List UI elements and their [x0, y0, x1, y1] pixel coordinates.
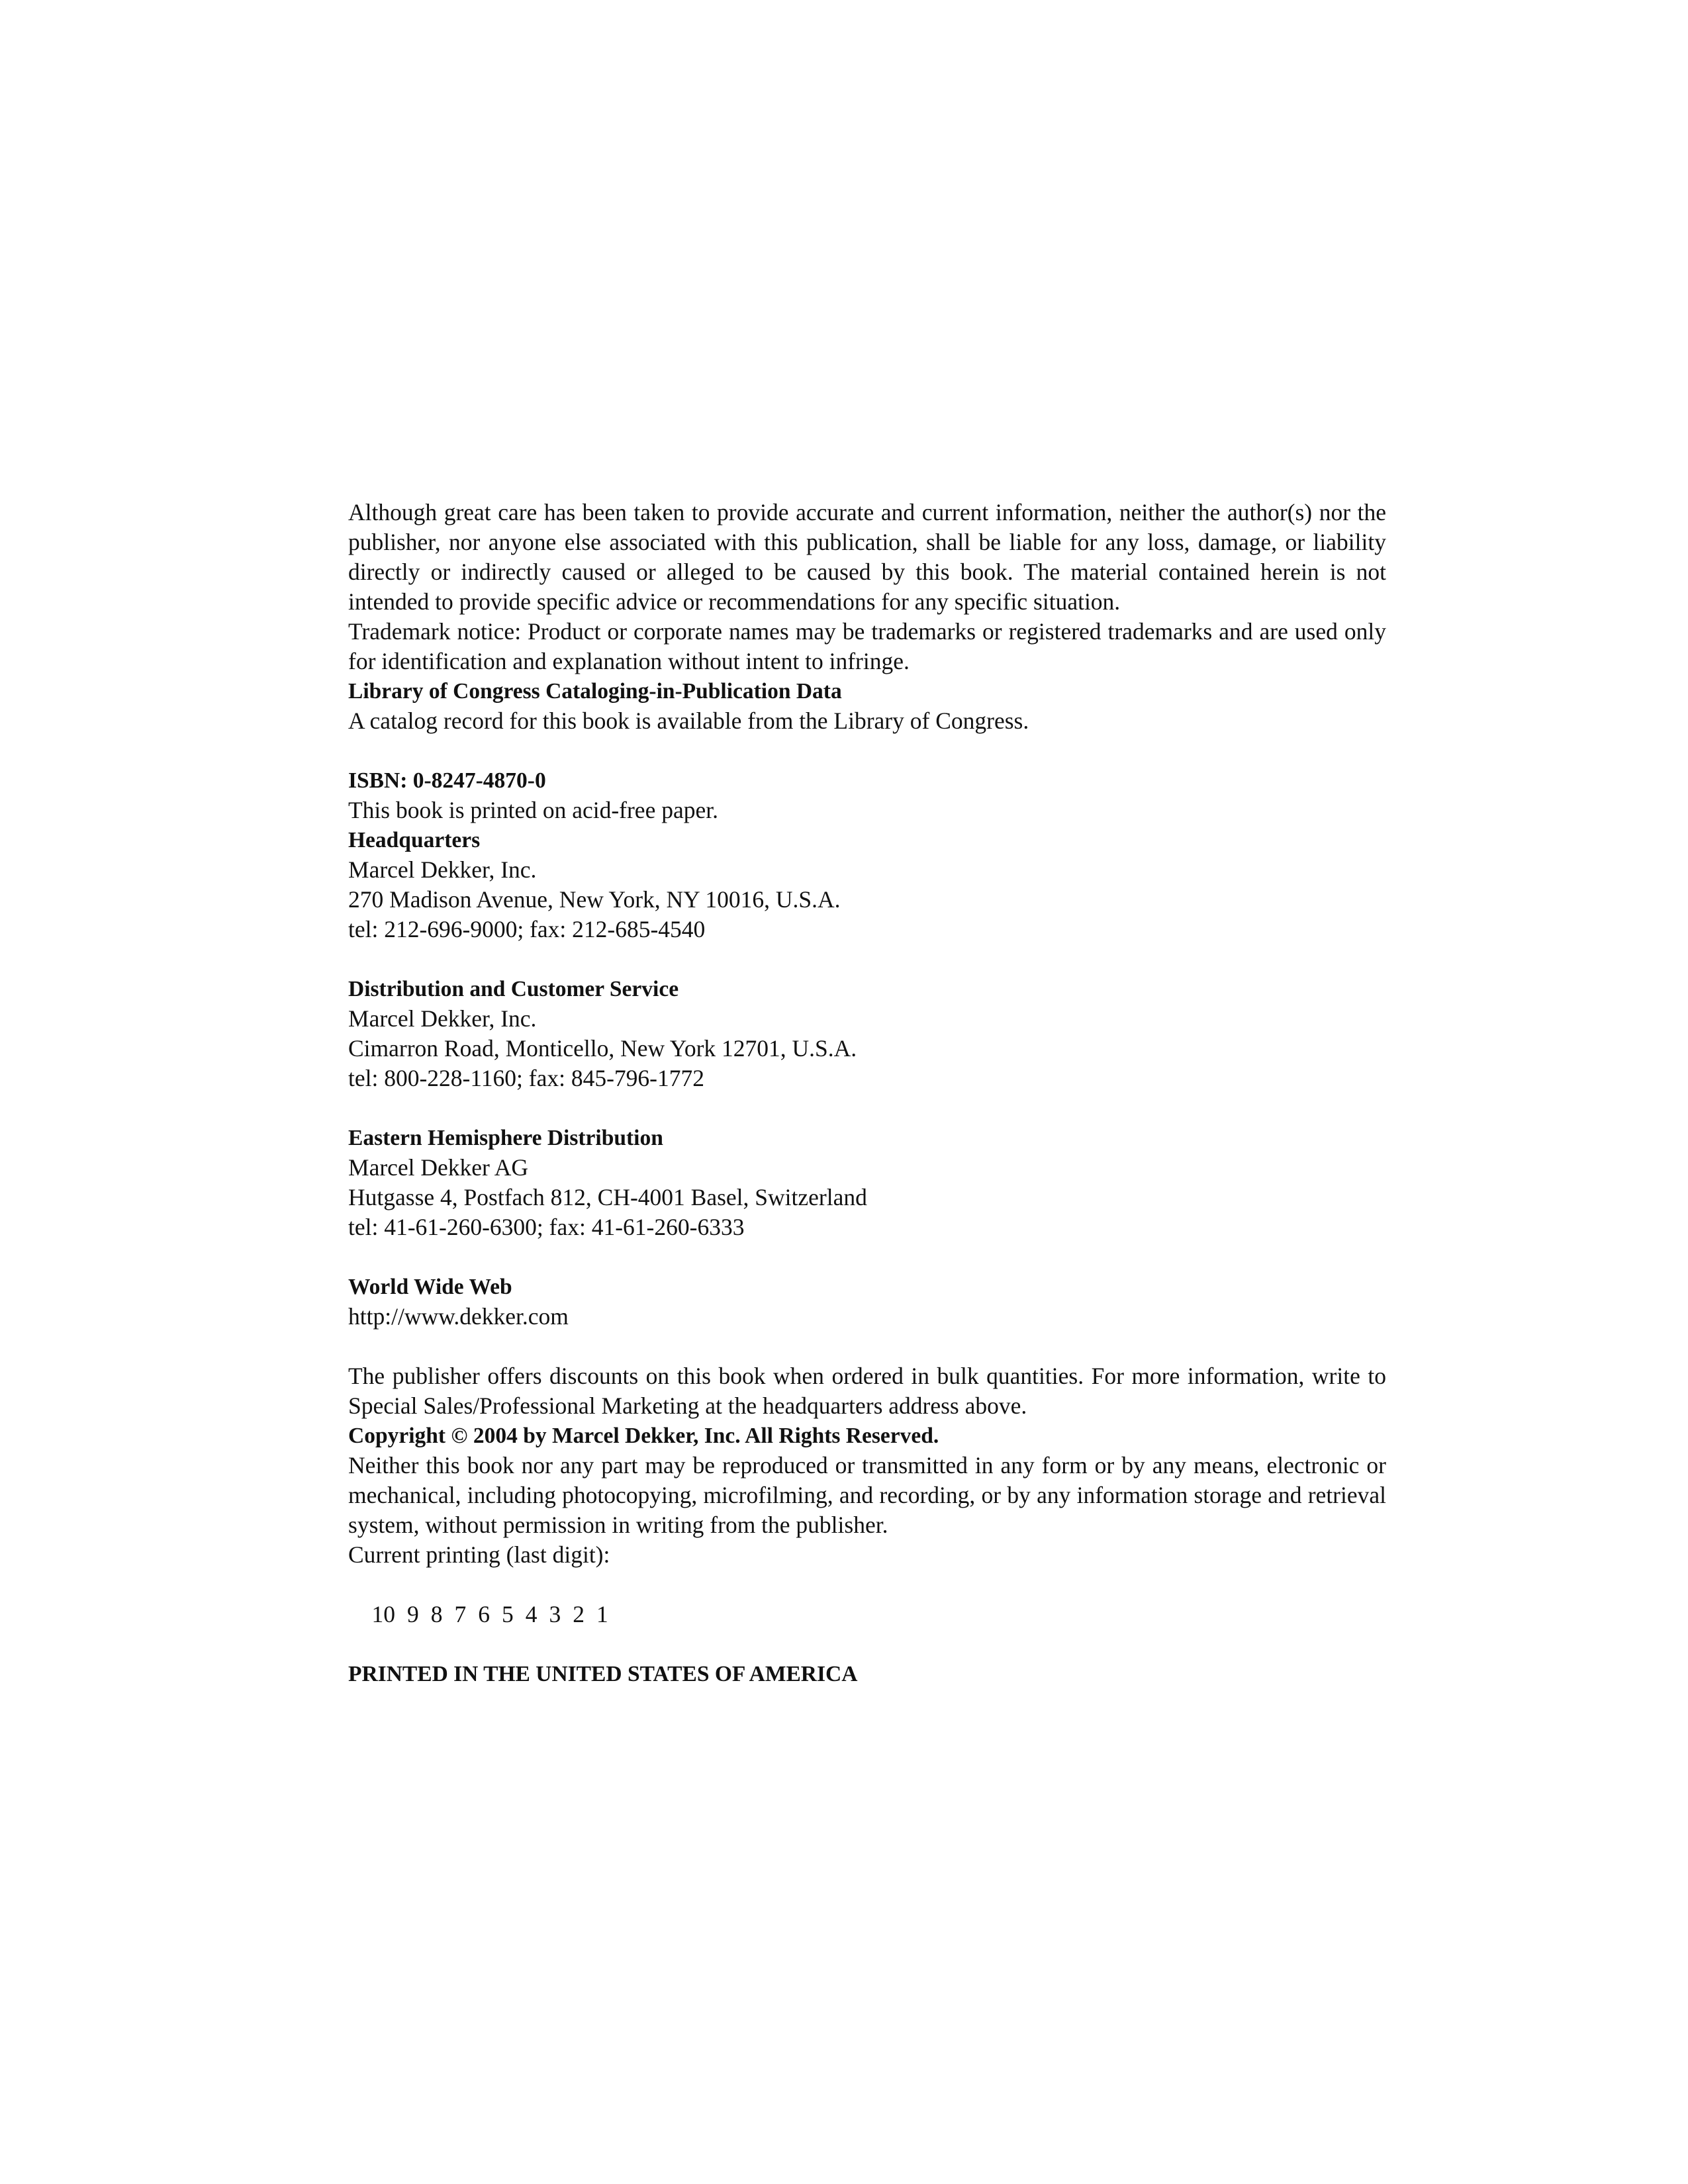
distribution-address: Cimarron Road, Monticello, New York 12701, U.S.A. [348, 1035, 857, 1062]
printing-digits [348, 1570, 1386, 1659]
web-section [348, 1272, 1386, 1332]
printing-label: Current printing (last digit): [348, 1541, 610, 1568]
printing-digit: 7 [454, 1601, 467, 1627]
web-heading: World Wide Web [348, 1275, 512, 1299]
printed-in: PRINTED IN THE UNITED STATES OF AMERICA [348, 1662, 858, 1686]
headquarters-company: Marcel Dekker, Inc. [348, 856, 537, 883]
eastern-address: Hutgasse 4, Postfach 812, CH-4001 Basel, Switzerland [348, 1184, 867, 1210]
headquarters-heading: Headquarters [348, 828, 481, 852]
disclaimer-paragraph: Although great care has been taken to provide accurate and current information, neither the author(s) nor the publisher, nor anyone else associated with this publication, shall be liable for any loss, damage, or liability directly or indirectly caused or alleged to be caused by this book. The material contained herein is not intended to provide specific advice or recommendations for any specific situation. [348, 499, 1386, 615]
printing-digit: 9 [407, 1601, 419, 1627]
paper-note: This book is printed on acid-free paper. [348, 797, 718, 823]
cip-heading: Library of Congress Cataloging-in-Publication Data [348, 679, 842, 704]
distribution-phone: tel: 800-228-1160; fax: 845-796-1772 [348, 1065, 704, 1091]
eastern-phone: tel: 41-61-260-6300; fax: 41-61-260-6333 [348, 1214, 745, 1240]
printing-digit: 8 [430, 1601, 443, 1627]
eastern-section [348, 1123, 1386, 1242]
printing-digit: 10 [371, 1601, 395, 1627]
trademark-notice: Trademark notice: Product or corporate names may be trademarks or registered trademarks and are used only for identification and explanation without intent to infringe. [348, 618, 1386, 674]
bulk-discount-paragraph: The publisher offers discounts on this book when ordered in bulk quantities. For more information, write to Special Sales/Professional Marketing at the headquarters address above. [348, 1363, 1386, 1419]
headquarters-address: 270 Madison Avenue, New York, NY 10016, U.S.A. [348, 886, 841, 913]
distribution-heading: Distribution and Customer Service [348, 977, 679, 1001]
cip-section [348, 676, 1386, 736]
cip-text: A catalog record for this book is available from the Library of Congress. [348, 707, 1029, 734]
printing-digit: 2 [573, 1601, 585, 1627]
printing-digit: 3 [549, 1601, 561, 1627]
isbn: ISBN: 0-8247-4870-0 [348, 768, 546, 793]
printing-digit: 4 [525, 1601, 538, 1627]
distribution-section [348, 974, 1386, 1093]
distribution-company: Marcel Dekker, Inc. [348, 1005, 537, 1032]
copyright-line: Copyright © 2004 by Marcel Dekker, Inc. All Rights Reserved. [348, 1424, 939, 1448]
printing-digit: 6 [478, 1601, 490, 1627]
printing-digit: 5 [502, 1601, 514, 1627]
eastern-company: Marcel Dekker AG [348, 1154, 529, 1181]
printing-digit: 1 [596, 1601, 608, 1627]
copyright-page [348, 498, 1386, 1689]
web-url: http://www.dekker.com [348, 1303, 569, 1330]
headquarters-phone: tel: 212-696-9000; fax: 212-685-4540 [348, 916, 706, 942]
eastern-heading: Eastern Hemisphere Distribution [348, 1126, 663, 1150]
headquarters-section [348, 825, 1386, 944]
rights-notice: Neither this book nor any part may be reproduced or transmitted in any form or by any means, electronic or mechanical, including photocopying, microfilming, and recording, or by any information storage and retrieval system, without permission in writing from the publisher. [348, 1452, 1386, 1538]
